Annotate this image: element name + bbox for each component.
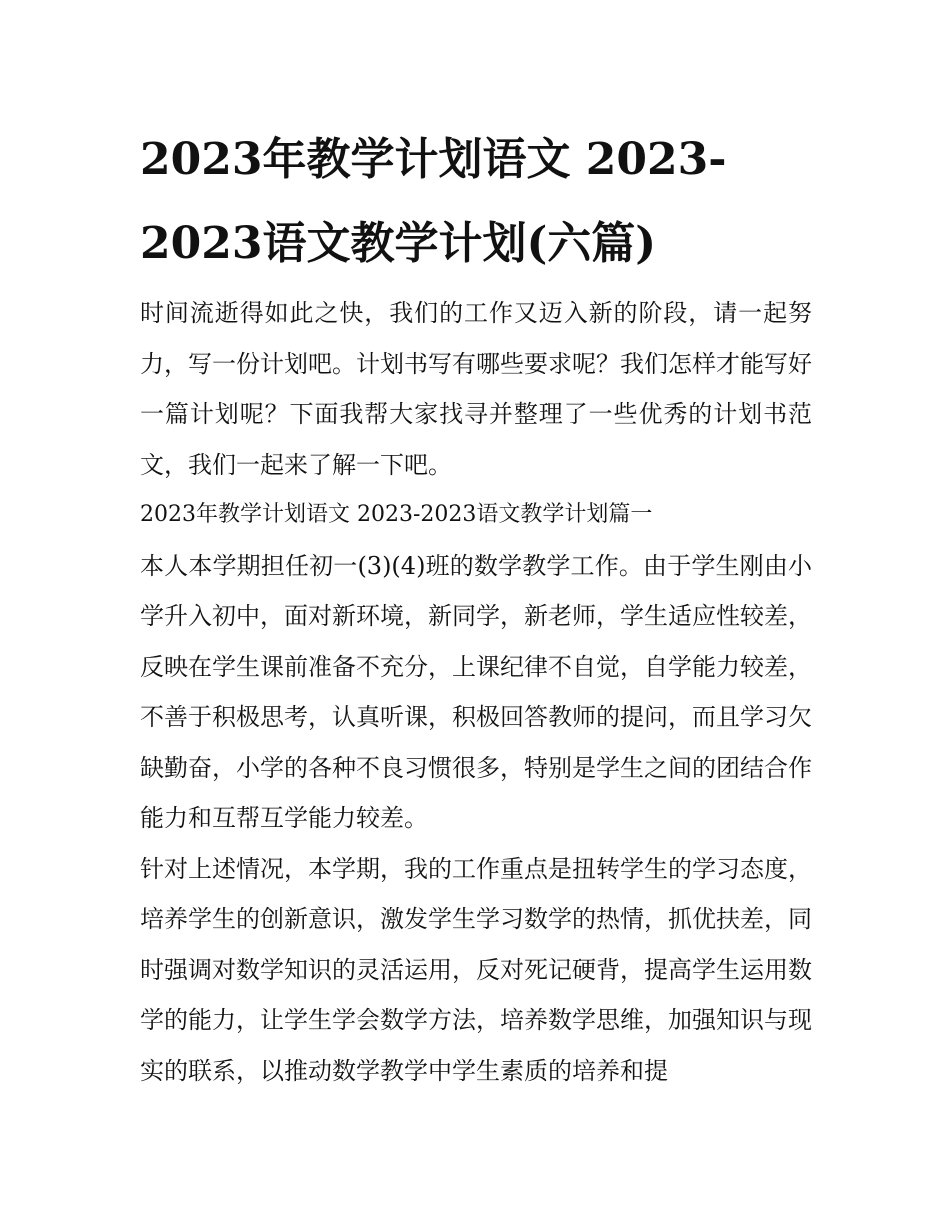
body-paragraph-1: 本人本学期担任初一(3)(4)班的数学教学工作。由于学生刚由小学升入初中，面对新环境，新同学，新老师，学生适应性较差，反映在学生课前准备不充分，上课纪律不自觉，自学能力较差，不善于积极思考，认真听课，积极回答教师的提问，而且学习欠缺勤奋，小学的各种不良习惯很多，特别是学生之间的团结合作能力和互帮互学能力较差。 (140, 551, 812, 832)
section-heading: 2023年教学计划语文 2023-2023语文教学计划篇一 (140, 502, 653, 527)
document-title: 2023年教学计划语文 2023-2023语文教学计划(六篇) (140, 134, 727, 269)
body-paragraph-2: 针对上述情况，本学期，我的工作重点是扭转学生的学习态度，培养学生的创新意识，激发学生学习数学的热情，抓优扶差，同时强调对数学知识的灵活运用，反对死记硬背，提高学生运用数学的能力，让学生学会数学方法，培养数学思维，加强知识与现实的联系，以推动数学教学中学生素质的培养和提 (140, 854, 812, 1085)
intro-paragraph: 时间流逝得如此之快，我们的工作又迈入新的阶段，请一起努力，写一份计划吧。计划书写有哪些要求呢？我们怎样才能写好一篇计划呢？下面我帮大家找寻并整理了一些优秀的计划书范文，我们一起来了解一下吧。 (140, 299, 812, 479)
document-page (140, 118, 812, 1096)
